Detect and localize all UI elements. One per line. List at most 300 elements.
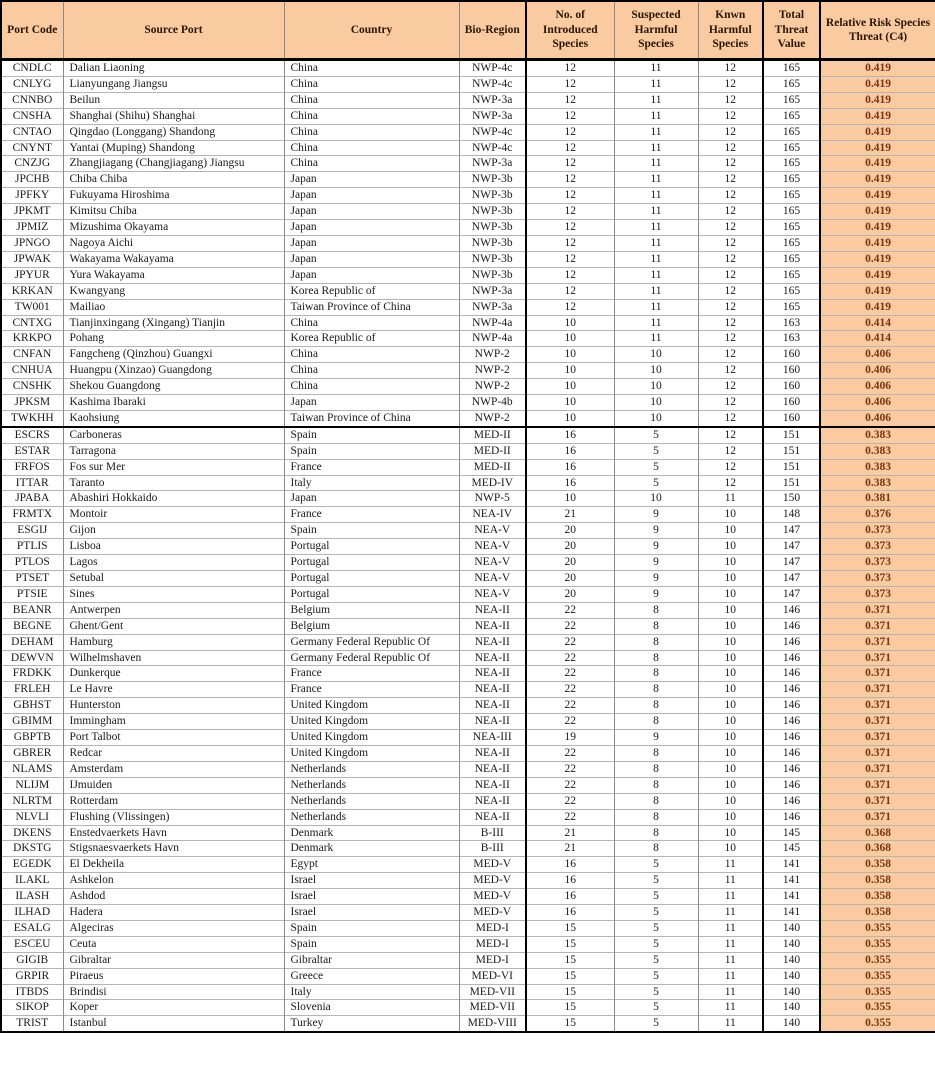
port-code-cell: ESGIJ xyxy=(1,523,63,539)
country-cell: United Kingdom xyxy=(284,730,459,746)
introduced-species-cell: 12 xyxy=(526,251,614,267)
source-port-cell: Koper xyxy=(63,1000,284,1016)
relative-risk-cell: 0.355 xyxy=(820,1000,935,1016)
table-row xyxy=(1,586,935,602)
introduced-species-cell: 21 xyxy=(526,507,614,523)
table-row xyxy=(1,459,935,475)
port-code-cell: CNTXG xyxy=(1,315,63,331)
country-cell: Israel xyxy=(284,889,459,905)
introduced-species-cell: 10 xyxy=(526,331,614,347)
source-port-cell: Sines xyxy=(63,586,284,602)
source-port-cell: Hunterston xyxy=(63,698,284,714)
source-port-cell: Fos sur Mer xyxy=(63,459,284,475)
total-threat-cell: 146 xyxy=(763,777,820,793)
introduced-species-cell: 15 xyxy=(526,1000,614,1016)
known-harmful-cell: 12 xyxy=(698,76,763,92)
known-harmful-cell: 10 xyxy=(698,571,763,587)
relative-risk-cell: 0.371 xyxy=(820,602,935,618)
country-cell: Slovenia xyxy=(284,1000,459,1016)
relative-risk-cell: 0.419 xyxy=(820,124,935,140)
table-row xyxy=(1,761,935,777)
table-row xyxy=(1,92,935,108)
bio-region-cell: NEA-II xyxy=(459,666,526,682)
suspected-harmful-cell: 11 xyxy=(614,283,698,299)
port-code-cell: ESALG xyxy=(1,920,63,936)
relative-risk-cell: 0.419 xyxy=(820,267,935,283)
bio-region-cell: NWP-3a xyxy=(459,283,526,299)
port-code-cell: CNSHK xyxy=(1,379,63,395)
table-row xyxy=(1,395,935,411)
table-row xyxy=(1,714,935,730)
suspected-harmful-cell: 10 xyxy=(614,395,698,411)
country-cell: Portugal xyxy=(284,571,459,587)
total-threat-cell: 141 xyxy=(763,873,820,889)
introduced-species-cell: 10 xyxy=(526,379,614,395)
table-row xyxy=(1,920,935,936)
suspected-harmful-cell: 8 xyxy=(614,618,698,634)
port-code-cell: JPMIZ xyxy=(1,220,63,236)
total-threat-cell: 165 xyxy=(763,220,820,236)
table-row xyxy=(1,793,935,809)
relative-risk-cell: 0.383 xyxy=(820,427,935,443)
table-row xyxy=(1,491,935,507)
country-cell: China xyxy=(284,140,459,156)
table-row xyxy=(1,539,935,555)
table-row xyxy=(1,379,935,395)
table-row xyxy=(1,777,935,793)
table-row xyxy=(1,363,935,379)
introduced-species-cell: 12 xyxy=(526,283,614,299)
relative-risk-cell: 0.406 xyxy=(820,347,935,363)
bio-region-cell: NWP-5 xyxy=(459,491,526,507)
introduced-species-cell: 22 xyxy=(526,602,614,618)
bio-region-cell: NWP-4c xyxy=(459,140,526,156)
known-harmful-cell: 12 xyxy=(698,459,763,475)
introduced-species-cell: 12 xyxy=(526,76,614,92)
total-threat-cell: 165 xyxy=(763,235,820,251)
source-port-cell: IJmuiden xyxy=(63,777,284,793)
known-harmful-cell: 12 xyxy=(698,220,763,236)
total-threat-cell: 141 xyxy=(763,857,820,873)
table-row xyxy=(1,1016,935,1032)
relative-risk-cell: 0.406 xyxy=(820,363,935,379)
introduced-species-cell: 12 xyxy=(526,267,614,283)
introduced-species-cell: 16 xyxy=(526,889,614,905)
port-code-cell: NLAMS xyxy=(1,761,63,777)
port-code-cell: PTSET xyxy=(1,571,63,587)
suspected-harmful-cell: 11 xyxy=(614,140,698,156)
bio-region-cell: B-III xyxy=(459,825,526,841)
country-cell: Japan xyxy=(284,395,459,411)
relative-risk-cell: 0.371 xyxy=(820,666,935,682)
known-harmful-cell: 12 xyxy=(698,92,763,108)
total-threat-cell: 165 xyxy=(763,299,820,315)
relative-risk-cell: 0.371 xyxy=(820,714,935,730)
bio-region-cell: MED-VII xyxy=(459,1000,526,1016)
total-threat-cell: 146 xyxy=(763,666,820,682)
relative-risk-cell: 0.419 xyxy=(820,220,935,236)
relative-risk-cell: 0.355 xyxy=(820,1016,935,1032)
country-cell: Japan xyxy=(284,235,459,251)
known-harmful-cell: 10 xyxy=(698,714,763,730)
total-threat-cell: 160 xyxy=(763,379,820,395)
country-cell: Turkey xyxy=(284,1016,459,1032)
total-threat-cell: 146 xyxy=(763,730,820,746)
source-port-cell: Rotterdam xyxy=(63,793,284,809)
relative-risk-cell: 0.419 xyxy=(820,60,935,77)
bio-region-cell: NWP-3b xyxy=(459,235,526,251)
source-port-cell: Piraeus xyxy=(63,968,284,984)
suspected-harmful-cell: 5 xyxy=(614,984,698,1000)
country-cell: Israel xyxy=(284,873,459,889)
total-threat-cell: 146 xyxy=(763,793,820,809)
port-code-cell: FRLEH xyxy=(1,682,63,698)
bio-region-cell: NWP-2 xyxy=(459,347,526,363)
table-row xyxy=(1,315,935,331)
total-threat-cell: 165 xyxy=(763,140,820,156)
introduced-species-cell: 20 xyxy=(526,586,614,602)
known-harmful-cell: 10 xyxy=(698,634,763,650)
bio-region-cell: MED-V xyxy=(459,857,526,873)
bio-region-cell: MED-IV xyxy=(459,475,526,491)
known-harmful-cell: 12 xyxy=(698,108,763,124)
port-code-cell: JPKSM xyxy=(1,395,63,411)
source-port-cell: Lagos xyxy=(63,555,284,571)
country-cell: Japan xyxy=(284,220,459,236)
table-row xyxy=(1,857,935,873)
source-port-cell: Tianjinxingang (Xingang) Tianjin xyxy=(63,315,284,331)
bio-region-cell: NWP-4c xyxy=(459,124,526,140)
port-code-cell: DKENS xyxy=(1,825,63,841)
total-threat-cell: 147 xyxy=(763,555,820,571)
source-port-cell: Dunkerque xyxy=(63,666,284,682)
suspected-harmful-cell: 5 xyxy=(614,1000,698,1016)
port-code-cell: DKSTG xyxy=(1,841,63,857)
relative-risk-cell: 0.419 xyxy=(820,251,935,267)
port-code-cell: CNDLC xyxy=(1,60,63,77)
source-port-cell: Ghent/Gent xyxy=(63,618,284,634)
source-port-cell: Ashdod xyxy=(63,889,284,905)
source-port-cell: Abashiri Hokkaido xyxy=(63,491,284,507)
table-row xyxy=(1,825,935,841)
col-header-introduced-species: No. of Introduced Species xyxy=(526,1,614,60)
total-threat-cell: 160 xyxy=(763,347,820,363)
relative-risk-cell: 0.371 xyxy=(820,761,935,777)
port-code-cell: ESTAR xyxy=(1,443,63,459)
country-cell: China xyxy=(284,76,459,92)
introduced-species-cell: 16 xyxy=(526,873,614,889)
known-harmful-cell: 12 xyxy=(698,172,763,188)
table-row xyxy=(1,108,935,124)
source-port-cell: Kwangyang xyxy=(63,283,284,299)
known-harmful-cell: 12 xyxy=(698,188,763,204)
introduced-species-cell: 20 xyxy=(526,539,614,555)
known-harmful-cell: 10 xyxy=(698,825,763,841)
introduced-species-cell: 15 xyxy=(526,952,614,968)
relative-risk-cell: 0.371 xyxy=(820,618,935,634)
total-threat-cell: 141 xyxy=(763,889,820,905)
introduced-species-cell: 12 xyxy=(526,220,614,236)
country-cell: Spain xyxy=(284,523,459,539)
relative-risk-cell: 0.376 xyxy=(820,507,935,523)
port-code-cell: CNFAN xyxy=(1,347,63,363)
table-row xyxy=(1,76,935,92)
bio-region-cell: NEA-II xyxy=(459,793,526,809)
suspected-harmful-cell: 9 xyxy=(614,539,698,555)
suspected-harmful-cell: 11 xyxy=(614,60,698,77)
source-port-cell: Shekou Guangdong xyxy=(63,379,284,395)
bio-region-cell: NWP-4c xyxy=(459,76,526,92)
source-port-cell: Port Talbot xyxy=(63,730,284,746)
suspected-harmful-cell: 11 xyxy=(614,108,698,124)
suspected-harmful-cell: 11 xyxy=(614,172,698,188)
relative-risk-cell: 0.358 xyxy=(820,873,935,889)
total-threat-cell: 165 xyxy=(763,76,820,92)
source-port-cell: Beilun xyxy=(63,92,284,108)
relative-risk-cell: 0.355 xyxy=(820,936,935,952)
port-code-cell: JPNGO xyxy=(1,235,63,251)
country-cell: Portugal xyxy=(284,555,459,571)
relative-risk-cell: 0.371 xyxy=(820,730,935,746)
introduced-species-cell: 15 xyxy=(526,936,614,952)
total-threat-cell: 145 xyxy=(763,825,820,841)
port-code-cell: GBIMM xyxy=(1,714,63,730)
table-row xyxy=(1,666,935,682)
port-code-cell: ILHAD xyxy=(1,905,63,921)
suspected-harmful-cell: 11 xyxy=(614,92,698,108)
col-header-bio-region: Bio-Region xyxy=(459,1,526,60)
source-port-cell: Wilhelmshaven xyxy=(63,650,284,666)
bio-region-cell: NEA-V xyxy=(459,571,526,587)
port-code-cell: NLIJM xyxy=(1,777,63,793)
introduced-species-cell: 16 xyxy=(526,905,614,921)
table-row xyxy=(1,410,935,426)
introduced-species-cell: 16 xyxy=(526,857,614,873)
port-code-cell: CNZJG xyxy=(1,156,63,172)
port-code-cell: JPYUR xyxy=(1,267,63,283)
relative-risk-cell: 0.406 xyxy=(820,410,935,426)
introduced-species-cell: 16 xyxy=(526,475,614,491)
bio-region-cell: NEA-II xyxy=(459,650,526,666)
relative-risk-cell: 0.371 xyxy=(820,777,935,793)
country-cell: Portugal xyxy=(284,586,459,602)
table-row xyxy=(1,251,935,267)
known-harmful-cell: 10 xyxy=(698,539,763,555)
bio-region-cell: NWP-3b xyxy=(459,267,526,283)
bio-region-cell: NEA-II xyxy=(459,777,526,793)
introduced-species-cell: 21 xyxy=(526,841,614,857)
known-harmful-cell: 12 xyxy=(698,475,763,491)
source-port-cell: Kimitsu Chiba xyxy=(63,204,284,220)
known-harmful-cell: 12 xyxy=(698,395,763,411)
table-row xyxy=(1,331,935,347)
table-body xyxy=(1,60,935,1033)
suspected-harmful-cell: 5 xyxy=(614,443,698,459)
source-port-cell: Lianyungang Jiangsu xyxy=(63,76,284,92)
known-harmful-cell: 10 xyxy=(698,793,763,809)
bio-region-cell: NWP-2 xyxy=(459,363,526,379)
country-cell: Italy xyxy=(284,984,459,1000)
port-code-cell: CNLYG xyxy=(1,76,63,92)
total-threat-cell: 160 xyxy=(763,410,820,426)
country-cell: Egypt xyxy=(284,857,459,873)
port-code-cell: KRKAN xyxy=(1,283,63,299)
known-harmful-cell: 11 xyxy=(698,984,763,1000)
introduced-species-cell: 12 xyxy=(526,156,614,172)
total-threat-cell: 147 xyxy=(763,586,820,602)
suspected-harmful-cell: 8 xyxy=(614,841,698,857)
suspected-harmful-cell: 11 xyxy=(614,315,698,331)
total-threat-cell: 165 xyxy=(763,92,820,108)
port-code-cell: EGEDK xyxy=(1,857,63,873)
introduced-species-cell: 22 xyxy=(526,761,614,777)
source-port-cell: Taranto xyxy=(63,475,284,491)
total-threat-cell: 146 xyxy=(763,634,820,650)
suspected-harmful-cell: 5 xyxy=(614,873,698,889)
country-cell: Belgium xyxy=(284,602,459,618)
known-harmful-cell: 12 xyxy=(698,156,763,172)
source-port-cell: Brindisi xyxy=(63,984,284,1000)
bio-region-cell: MED-II xyxy=(459,443,526,459)
introduced-species-cell: 12 xyxy=(526,92,614,108)
relative-risk-cell: 0.371 xyxy=(820,698,935,714)
source-port-cell: Hadera xyxy=(63,905,284,921)
suspected-harmful-cell: 8 xyxy=(614,761,698,777)
country-cell: China xyxy=(284,379,459,395)
country-cell: Japan xyxy=(284,172,459,188)
port-code-cell: FRDKK xyxy=(1,666,63,682)
known-harmful-cell: 11 xyxy=(698,857,763,873)
bio-region-cell: MED-II xyxy=(459,427,526,443)
source-port-cell: Tarragona xyxy=(63,443,284,459)
country-cell: United Kingdom xyxy=(284,698,459,714)
suspected-harmful-cell: 5 xyxy=(614,936,698,952)
introduced-species-cell: 12 xyxy=(526,188,614,204)
suspected-harmful-cell: 11 xyxy=(614,331,698,347)
introduced-species-cell: 20 xyxy=(526,571,614,587)
introduced-species-cell: 16 xyxy=(526,459,614,475)
suspected-harmful-cell: 5 xyxy=(614,475,698,491)
relative-risk-cell: 0.355 xyxy=(820,920,935,936)
total-threat-cell: 140 xyxy=(763,968,820,984)
bio-region-cell: NWP-3a xyxy=(459,156,526,172)
suspected-harmful-cell: 5 xyxy=(614,459,698,475)
introduced-species-cell: 12 xyxy=(526,204,614,220)
known-harmful-cell: 11 xyxy=(698,873,763,889)
known-harmful-cell: 10 xyxy=(698,777,763,793)
relative-risk-cell: 0.383 xyxy=(820,459,935,475)
relative-risk-cell: 0.383 xyxy=(820,443,935,459)
port-code-cell: NLRTM xyxy=(1,793,63,809)
introduced-species-cell: 15 xyxy=(526,1016,614,1032)
known-harmful-cell: 10 xyxy=(698,841,763,857)
source-port-cell: Mizushima Okayama xyxy=(63,220,284,236)
relative-risk-cell: 0.381 xyxy=(820,491,935,507)
bio-region-cell: NWP-3b xyxy=(459,188,526,204)
bio-region-cell: MED-I xyxy=(459,952,526,968)
source-port-cell: Wakayama Wakayama xyxy=(63,251,284,267)
port-code-cell: JPKMT xyxy=(1,204,63,220)
table-row xyxy=(1,347,935,363)
bio-region-cell: NWP-3a xyxy=(459,108,526,124)
table-row xyxy=(1,936,935,952)
port-code-cell: PTLOS xyxy=(1,555,63,571)
known-harmful-cell: 10 xyxy=(698,666,763,682)
suspected-harmful-cell: 8 xyxy=(614,809,698,825)
port-code-cell: KRKPO xyxy=(1,331,63,347)
relative-risk-cell: 0.355 xyxy=(820,984,935,1000)
table-row xyxy=(1,571,935,587)
suspected-harmful-cell: 10 xyxy=(614,379,698,395)
source-port-cell: Carboneras xyxy=(63,427,284,443)
country-cell: China xyxy=(284,315,459,331)
introduced-species-cell: 22 xyxy=(526,698,614,714)
country-cell: Spain xyxy=(284,920,459,936)
source-port-cell: Ashkelon xyxy=(63,873,284,889)
introduced-species-cell: 10 xyxy=(526,363,614,379)
suspected-harmful-cell: 9 xyxy=(614,507,698,523)
suspected-harmful-cell: 8 xyxy=(614,793,698,809)
known-harmful-cell: 12 xyxy=(698,235,763,251)
suspected-harmful-cell: 11 xyxy=(614,204,698,220)
table-row xyxy=(1,745,935,761)
total-threat-cell: 146 xyxy=(763,682,820,698)
bio-region-cell: NEA-II xyxy=(459,714,526,730)
introduced-species-cell: 10 xyxy=(526,347,614,363)
bio-region-cell: MED-V xyxy=(459,905,526,921)
known-harmful-cell: 12 xyxy=(698,251,763,267)
known-harmful-cell: 12 xyxy=(698,299,763,315)
country-cell: United Kingdom xyxy=(284,745,459,761)
suspected-harmful-cell: 8 xyxy=(614,825,698,841)
known-harmful-cell: 12 xyxy=(698,124,763,140)
port-code-cell: GIGIB xyxy=(1,952,63,968)
country-cell: Germany Federal Republic Of xyxy=(284,650,459,666)
suspected-harmful-cell: 5 xyxy=(614,905,698,921)
total-threat-cell: 140 xyxy=(763,1016,820,1032)
total-threat-cell: 146 xyxy=(763,714,820,730)
bio-region-cell: NWP-2 xyxy=(459,410,526,426)
country-cell: Japan xyxy=(284,491,459,507)
table-row xyxy=(1,188,935,204)
known-harmful-cell: 11 xyxy=(698,889,763,905)
suspected-harmful-cell: 5 xyxy=(614,952,698,968)
total-threat-cell: 165 xyxy=(763,172,820,188)
suspected-harmful-cell: 5 xyxy=(614,427,698,443)
total-threat-cell: 147 xyxy=(763,539,820,555)
relative-risk-cell: 0.406 xyxy=(820,395,935,411)
suspected-harmful-cell: 11 xyxy=(614,299,698,315)
port-code-cell: ILASH xyxy=(1,889,63,905)
introduced-species-cell: 12 xyxy=(526,140,614,156)
bio-region-cell: NEA-II xyxy=(459,745,526,761)
relative-risk-cell: 0.373 xyxy=(820,539,935,555)
port-code-cell: GBRER xyxy=(1,745,63,761)
total-threat-cell: 165 xyxy=(763,283,820,299)
total-threat-cell: 140 xyxy=(763,1000,820,1016)
introduced-species-cell: 22 xyxy=(526,650,614,666)
bio-region-cell: NWP-3a xyxy=(459,92,526,108)
relative-risk-cell: 0.419 xyxy=(820,283,935,299)
bio-region-cell: NWP-2 xyxy=(459,379,526,395)
port-code-cell: SIKOP xyxy=(1,1000,63,1016)
introduced-species-cell: 20 xyxy=(526,555,614,571)
introduced-species-cell: 12 xyxy=(526,108,614,124)
table-row xyxy=(1,156,935,172)
country-cell: Denmark xyxy=(284,825,459,841)
suspected-harmful-cell: 5 xyxy=(614,920,698,936)
total-threat-cell: 165 xyxy=(763,124,820,140)
